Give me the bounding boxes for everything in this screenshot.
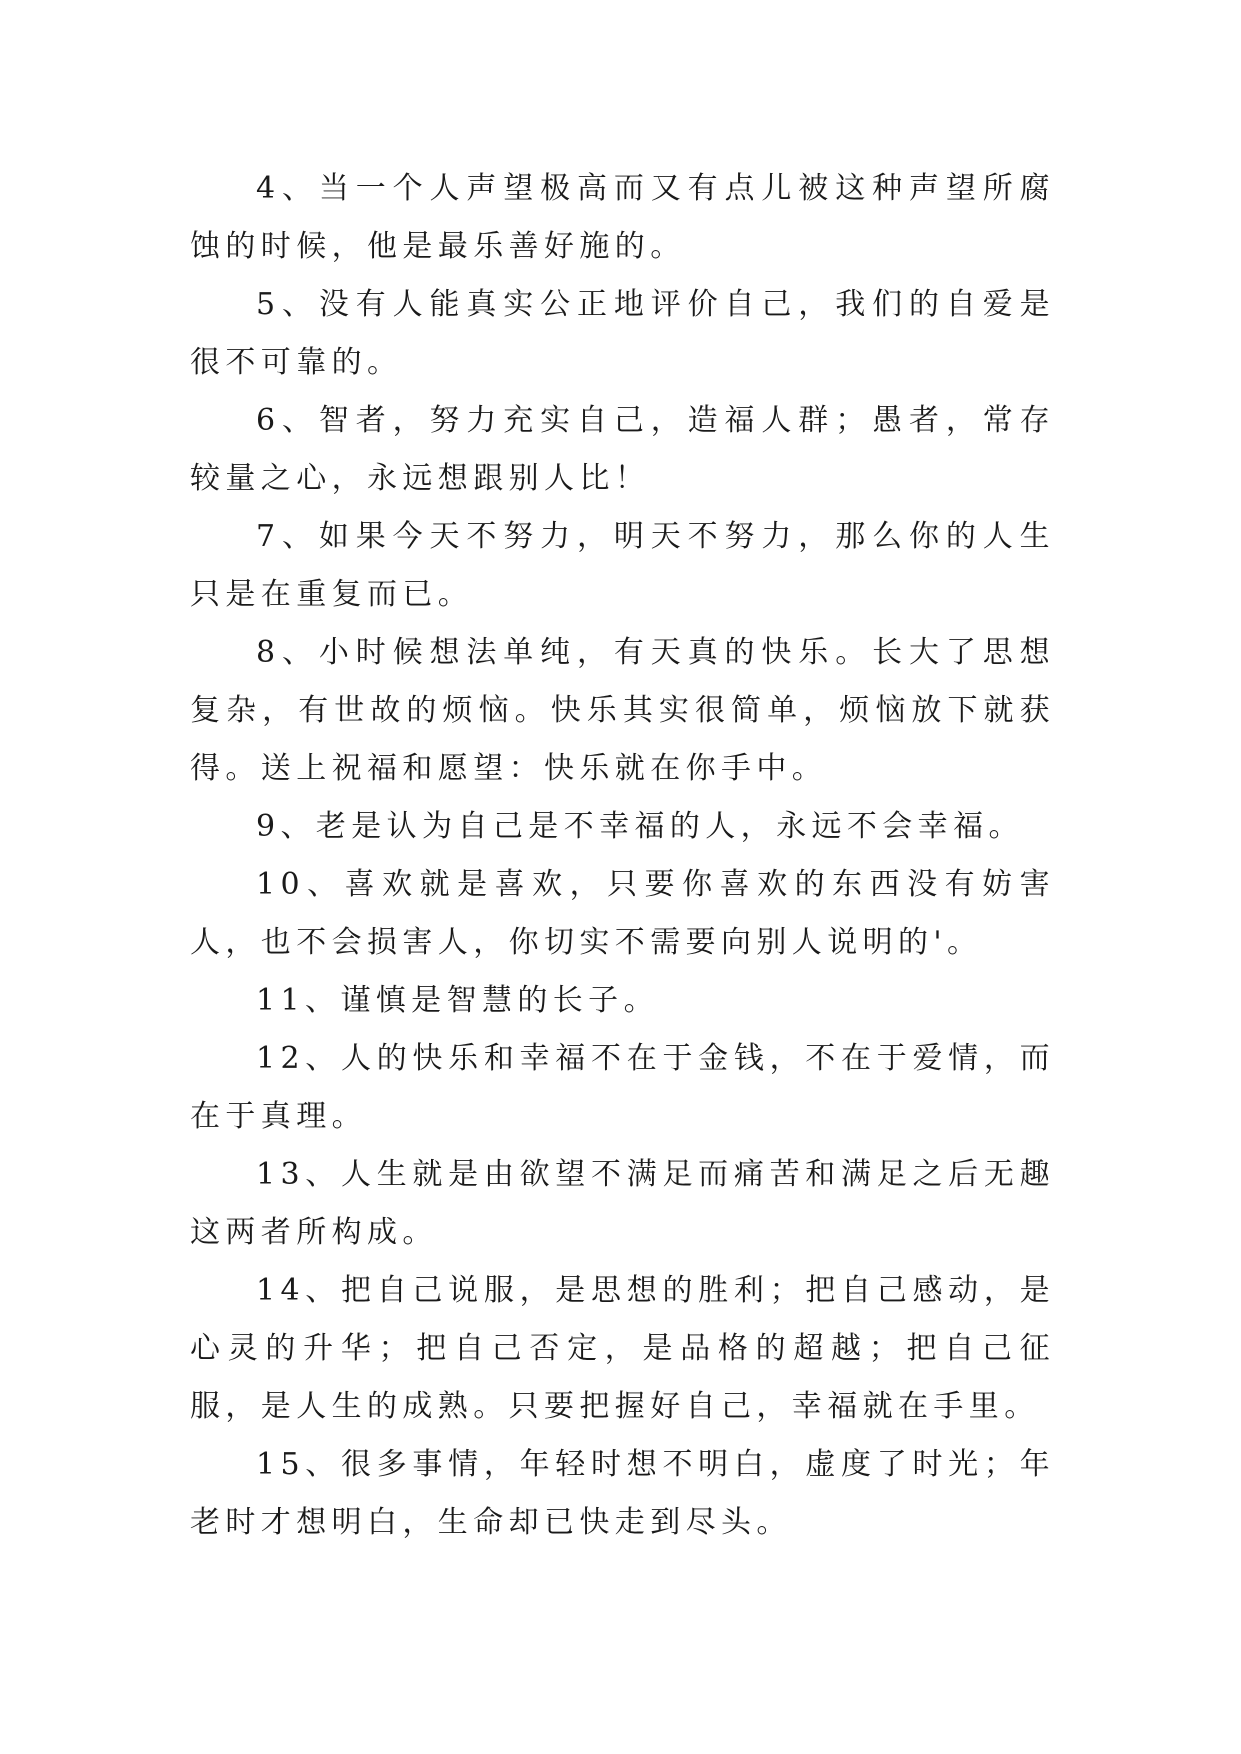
quote-paragraph-15: 15、很多事情，年轻时想不明白，虚度了时光；年老时才想明白，生命却已快走到尽头。 bbox=[190, 1447, 1055, 1540]
quote-paragraph-6: 6、智者，努力充实自己，造福人群；愚者，常存较量之心，永远想跟别人比！ bbox=[190, 403, 1055, 496]
quote-paragraph-5: 5、没有人能真实公正地评价自己，我们的自爱是很不可靠的。 bbox=[190, 287, 1055, 380]
document-body bbox=[190, 160, 1055, 1552]
quote-paragraph-7: 7、如果今天不努力，明天不努力，那么你的人生只是在重复而已。 bbox=[190, 519, 1055, 612]
quote-paragraph-4: 4、当一个人声望极高而又有点儿被这种声望所腐蚀的时候，他是最乐善好施的。 bbox=[190, 171, 1055, 264]
quote-paragraph-14: 14、把自己说服，是思想的胜利；把自己感动，是心灵的升华；把自己否定，是品格的超越；把自己征服，是人生的成熟。只要把握好自己，幸福就在手里。 bbox=[190, 1273, 1055, 1424]
quote-paragraph-10: 10、喜欢就是喜欢，只要你喜欢的东西没有妨害人，也不会损害人，你切实不需要向别人说明的'。 bbox=[190, 867, 1055, 960]
quote-paragraph-8: 8、小时候想法单纯，有天真的快乐。长大了思想复杂，有世故的烦恼。快乐其实很简单，烦恼放下就获得。送上祝福和愿望：快乐就在你手中。 bbox=[190, 635, 1055, 786]
quote-paragraph-11: 11、谨慎是智慧的长子。 bbox=[256, 983, 659, 1018]
quote-paragraph-13: 13、人生就是由欲望不满足而痛苦和满足之后无趣这两者所构成。 bbox=[190, 1157, 1055, 1250]
quote-paragraph-12: 12、人的快乐和幸福不在于金钱，不在于爱情，而在于真理。 bbox=[190, 1041, 1055, 1134]
quote-paragraph-9: 9、老是认为自己是不幸福的人，永远不会幸福。 bbox=[256, 809, 1024, 844]
